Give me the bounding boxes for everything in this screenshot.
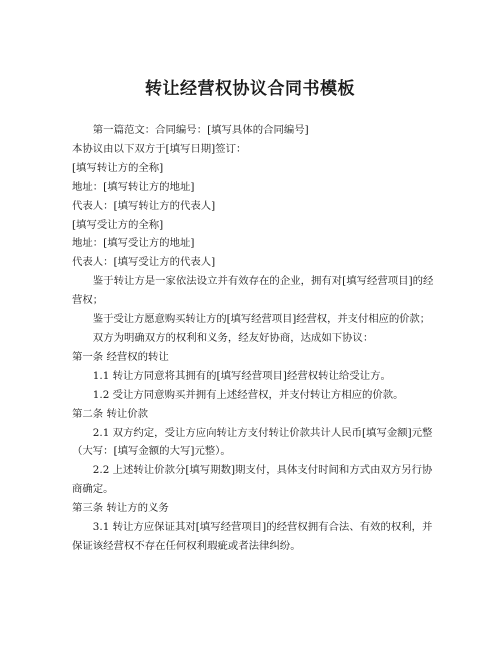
paragraph-transferee-address: 地址：[填写受让方的地址]: [72, 237, 195, 250]
clause-3-1: 3.1 转让方应保证其对[填写经营项目]的经营权拥有合法、有效的权利，并保证该经营权不存在任何权利瑕疵或者法律纠纷。: [72, 521, 433, 552]
paragraph-recital-transferor: 鉴于转让方是一家依法设立并有效存在的企业，拥有对[填写经营项目]的经营权；: [72, 275, 434, 307]
clause-1-1: 1.1 转让方同意将其拥有的[填写经营项目]经营权转让给受让方。: [92, 369, 391, 382]
paragraph-signing-date: 本协议由以下双方于[填写日期]签订：: [72, 142, 247, 155]
document-title: 转让经营权协议合同书模板: [145, 79, 355, 99]
clause-1-2: 1.2 受让方同意购买并拥有上述经营权，并支付转让方相应的价款。: [92, 388, 404, 401]
paragraph-transferor-representative: 代表人：[填写转让方的代表人]: [72, 199, 216, 212]
article-1-heading: 第一条 经营权的转让: [72, 350, 169, 363]
paragraph-transferee-representative: 代表人：[填写受让方的代表人]: [72, 256, 216, 269]
paragraph-recital-agreement: 双方为明确双方的权利和义务，经友好协商，达成如下协议：: [92, 331, 374, 344]
paragraph-transferor-address: 地址：[填写转让方的地址]: [72, 180, 195, 193]
paragraph-recital-transferee: 鉴于受让方愿意购买转让方的[填写经营项目]经营权，并支付相应的价款；: [92, 313, 431, 326]
paragraph-contract-number: 第一篇范文：合同编号：[填写具体的合同编号]: [92, 124, 309, 136]
clause-2-1: 2.1 双方约定，受让方应向转让方支付转让价款共计人民币[填写金额]元整（大写：[填写金额的大写]元整）。: [72, 426, 433, 458]
paragraph-transferee-name: [填写受让方的全称]: [72, 218, 164, 231]
clause-2-2: 2.2 上述转让价款分[填写期数]期支付，具体支付时间和方式由双方另行协商确定。: [72, 464, 433, 496]
paragraph-transferor-name: [填写转让方的全称]: [72, 161, 164, 174]
article-2-heading: 第二条 转让价款: [72, 407, 149, 420]
article-3-heading: 第三条 转让方的义务: [72, 502, 169, 515]
document-body: [72, 121, 434, 556]
